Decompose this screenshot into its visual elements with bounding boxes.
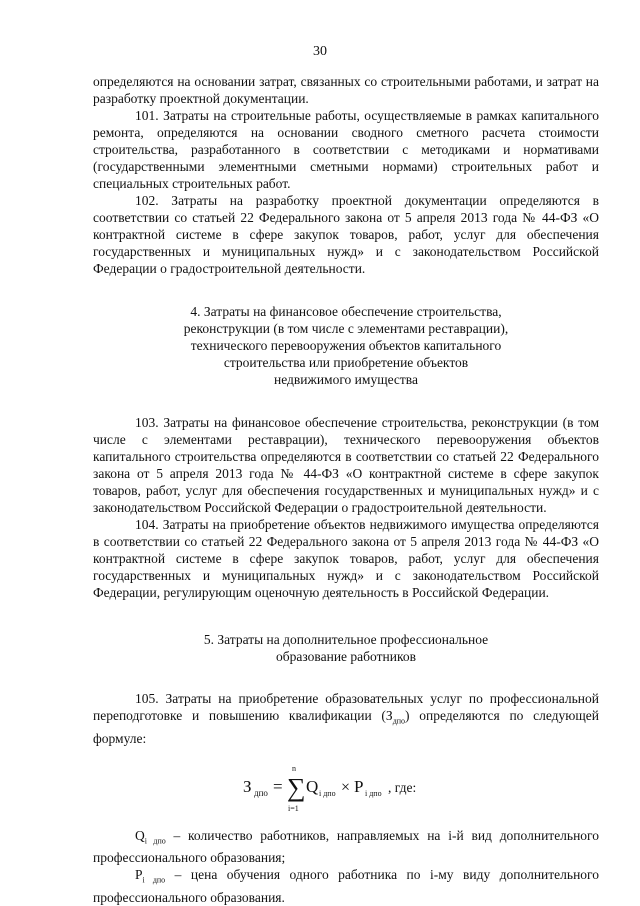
heading-line: 4. Затраты на финансовое обеспечение строительства,	[190, 304, 502, 319]
formula-block	[93, 753, 599, 819]
section-heading-4	[93, 303, 599, 388]
definition-p-symbol: P	[135, 867, 143, 883]
formula-q: Q	[306, 776, 319, 796]
heading-line: недвижимого имущества	[274, 372, 418, 387]
formula-p: P	[354, 776, 364, 796]
definition-p	[93, 866, 599, 906]
definition-p-sub: i дпо	[142, 876, 166, 886]
formula-lhs-sub: дпо	[254, 787, 268, 798]
heading-line: строительства или приобретение объектов	[223, 355, 469, 370]
formula-q-sub: i дпо	[319, 788, 336, 798]
heading-line: реконструкции (в том числе с элементами реставрации),	[183, 321, 509, 336]
paragraph-102: 102. Затраты на разработку проектной документации определяются в соответствии со статьей 22 Федерального закона от 5 апреля 2013 года № 44-ФЗ «О контрактной системе в сфере закупок товаров, работ, услуг для обеспечения государственных и муниципальных нужд» и с законодательством Российской Федерации о градостроительной деятельности.	[93, 193, 599, 276]
formula-times: ×	[341, 778, 351, 796]
paragraph-105	[93, 690, 599, 747]
paragraph-104: 104. Затраты на приобретение объектов недвижимого имущества определяются в соответствии со статьей 22 Федерального закона от 5 апреля 2013 года № 44-ФЗ «О контрактной системе в сфере закупок товаров, работ, услуг для обеспечения государственных и муниципальных нужд» и с законодательством Российской Федерации, регулирующим оценочную деятельность в Российской Федерации.	[93, 517, 599, 600]
formula-tail: , где:	[388, 779, 417, 795]
paragraph-101: 101. Затраты на строительные работы, осуществляемые в рамках капитального ремонта, определяются на основании сводного сметного расчета стоимости строительства, разработанного в соответствии с методиками и нормативами (государственными элементными сметными нормами) строительных работ и специальных строительных работ.	[93, 108, 599, 191]
page-content	[93, 73, 599, 906]
formula-equals: =	[273, 776, 283, 796]
formula-sum-upper: n	[292, 763, 296, 773]
paragraph-continuation: определяются на основании затрат, связанных со строительными работами, и затрат на разработку проектной документации.	[93, 74, 599, 106]
definition-q-symbol: Q	[135, 827, 145, 843]
heading-line: образование работников	[276, 649, 416, 664]
paragraph-105-text-a: 105. Затраты на приобретение образовательных услуг по профессиональной переподготовке и повышению квалификации (З	[93, 691, 599, 723]
heading-line: технического перевооружения объектов капитального	[190, 338, 502, 353]
formula-lhs: З	[243, 776, 252, 796]
page-number: 30	[313, 44, 327, 59]
formula	[93, 753, 599, 819]
paragraph-103: 103. Затраты на финансовое обеспечение строительства, реконструкции (в том числе с элементами реставрации), технического перевооружения объектов капитального строительства определяются в соответствии со статьей 22 Федерального закона от 5 апреля 2013 года № 44-ФЗ «О контрактной системе в сфере закупок товаров, работ, услуг для обеспечения государственных и муниципальных нужд» и с законодательством Российской Федерации о градостроительной деятельности.	[93, 415, 599, 515]
formula-sum-lower: i=1	[288, 803, 299, 813]
definitions	[93, 827, 599, 906]
formula-p-sub: i дпо	[365, 788, 382, 798]
definition-p-text: – цена обучения одного работника по i-му виду дополнительного профессионального образования.	[93, 867, 599, 906]
heading-line: 5. Затраты на дополнительное профессиональное	[203, 632, 489, 647]
sum-icon: ∑	[287, 772, 306, 802]
definition-q	[93, 827, 599, 867]
definition-q-text: – количество работников, направляемых на i-й вид дополнительного профессионального образования;	[93, 827, 600, 866]
definition-q-sub: i дпо	[144, 836, 166, 846]
paragraph-105-text-b: ) определяются по следующей формуле:	[93, 708, 599, 746]
section-heading-5	[93, 631, 599, 665]
paragraph-105-subscript: дпо	[392, 716, 406, 726]
